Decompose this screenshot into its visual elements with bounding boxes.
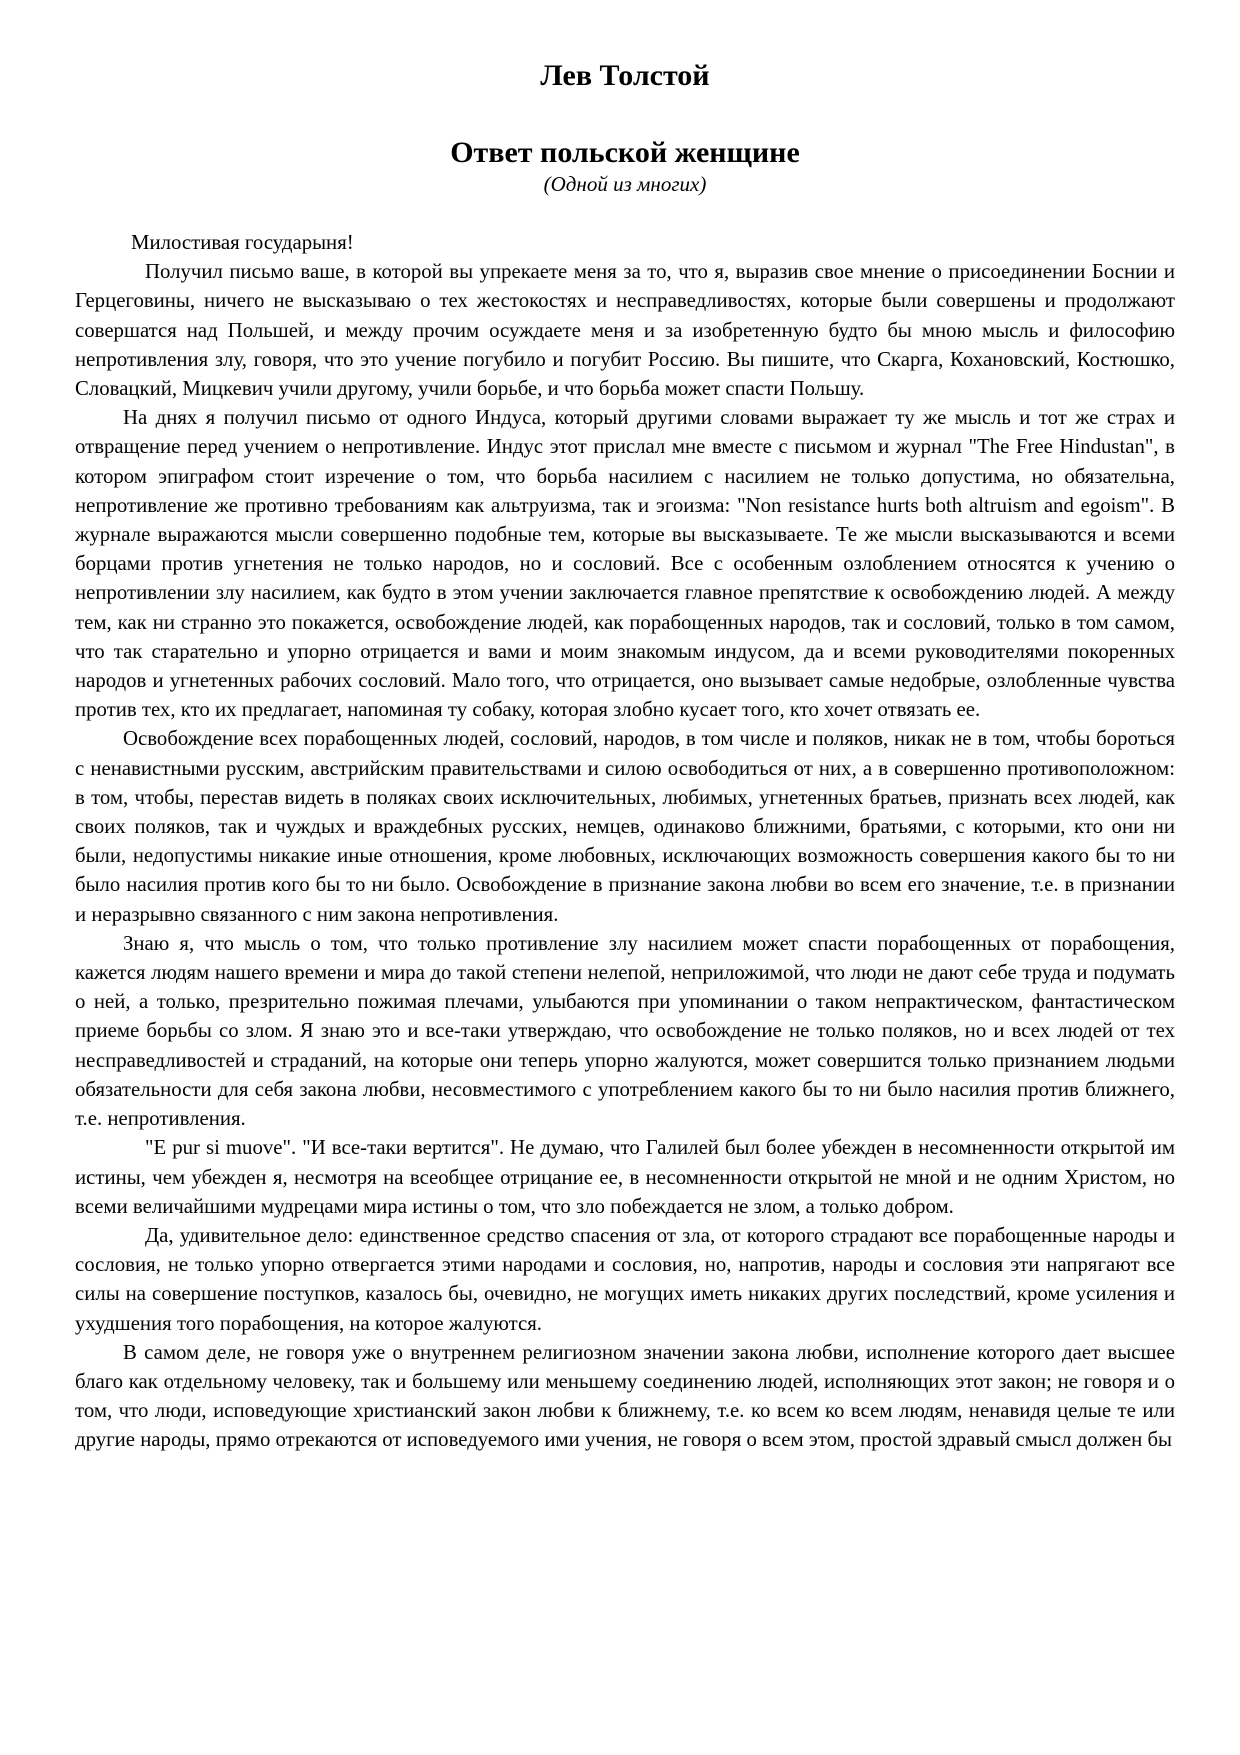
paragraph-1: Получил письмо ваше, в которой вы упрекаете меня за то, что я, выразив свое мнение о присоединении Боснии и Герцеговины, ничего не высказываю о тех жестокостях и несправедливостях, которые были совершены и продолжают совершатся над Польшей, и между прочим осуждаете меня и за изобретенную будто бы мною мысль и философию непротивления злу, говоря, что это учение погубило и погубит Россию. Вы пишите, что Скарга, Кохановский, Костюшко, Словацкий, Мицкевич учили другому, учили борьбе, и что борьба может спасти Польшу. xyxy=(75,260,1175,401)
document-title: Ответ польской женщине xyxy=(450,136,800,169)
salutation: Милостивая государыня! xyxy=(131,231,354,254)
author-name: Лев Толстой xyxy=(540,59,710,92)
paragraph-3: Освобождение всех порабощенных людей, сословий, народов, в том числе и поляков, никак не в том, чтобы бороться с ненавистными русским, австрийским правительствами и силою освободиться от них, а в совершенно противоположном: в том, чтобы, перестав видеть в поляках своих исключительных, любимых, угнетенных братьев, признать всех людей, как своих поляков, так и чуждых и враждебных русских, немцев, одинаково ближними, братьями, с которыми, кто они ни были, недопустимы никакие иные отношения, кроме любовных, исключающих возможность совершения какого бы то ни было насилия против кого бы то ни было. Освобождение в признание закона любви во всем его значение, т.е. в признании и неразрывно связанного с ним закона непротивления. xyxy=(75,727,1175,926)
paragraph-2: На днях я получил письмо от одного Индуса, который другими словами выражает ту же мысль и тот же страх и отвращение перед учением о непротивление. Индус этот прислал мне вместе с письмом и журнал "The Free Hindustan", в котором эпиграфом стоит изречение о том, что борьба насилием с насилием не только допустима, но обязательна, непротивление же противно требованиям как альтруизма, так и эгоизма: "Non resistance hurts both altruism and egoism". В журнале выражаются мысли совершенно подобные тем, которые вы высказываете. Те же мысли высказываются и всеми борцами против угнетения не только народов, но и сословий. Все с особенным озлоблением относятся к учению о непротивлении злу насилием, как будто в этом учении заключается главное препятствие к освобождению людей. А между тем, как ни странно это покажется, освобождение людей, как порабощенных народов, так и сословий, только в том самом, что так старательно и упорно отрицается и вами и моим знакомым индусом, да и всеми руководителями покоренных народов и угнетенных рабочих сословий. Мало того, что отрицается, оно вызывает самые недобрые, озлобленные чувства против тех, кто их предлагает, напоминая ту собаку, которая злобно кусает того, кто хочет отвязать ее. xyxy=(75,406,1175,722)
paragraph-7: В самом деле, не говоря уже о внутреннем религиозном значении закона любви, исполнение которого дает высшее благо как отдельному человеку, так и большему или меньшему соединению людей, исполняющих этот закон; не говоря и о том, что люди, исповедующие христианский закон любви к ближнему, т.е. ко всем ко всем людям, ненавидя целые те или другие народы, прямо отрекаются от исповедуемого ими учения, не говоря о всем этом, простой здравый смысл должен бы xyxy=(75,1340,1175,1452)
paragraph-5: "E pur si muove". "И все-таки вертится". Не думаю, что Галилей был более убежден в несомненности открытой им истины, чем убежден я, несмотря на всеобщее отрицание ее, в несомненности открытой не мной и не одним Христом, но всеми величайшими мудрецами мира истины о том, что зло побеждается не злом, а только добром. xyxy=(75,1136,1175,1218)
paragraph-6: Да, удивительное дело: единственное средство спасения от зла, от которого страдают все порабощенные народы и сословия, не только упорно отвергается этими народами и сословия, но, напротив, народы и сословия эти напрягают все силы на совершение поступков, казалось бы, очевидно, не могущих иметь никаких других последствий, кроме усиления и ухудшения того порабощения, на которое жалуются. xyxy=(75,1223,1175,1335)
letter-body xyxy=(75,228,1175,1455)
document-subtitle: (Одной из многих) xyxy=(543,172,707,196)
paragraph-4: Знаю я, что мысль о том, что только противление злу насилием может спасти порабощенных от порабощения, кажется людям нашего времени и мира до такой степени нелепой, неприложимой, что люди не дают себе труда и подумать о ней, а только, презрительно пожимая плечами, улыбаются при упоминании о таком непрактическом, фантастическом приеме борьбы со злом. Я знаю это и все-таки утверждаю, что освобождение не только поляков, но и всех людей от тех несправедливостей и страданий, на которые они теперь упорно жалуются, может совершится только признанием людьми обязательности для себя закона любви, несовместимого с употреблением какого бы то ни было насилия против ближнего, т.е. непротивления. xyxy=(75,931,1175,1131)
